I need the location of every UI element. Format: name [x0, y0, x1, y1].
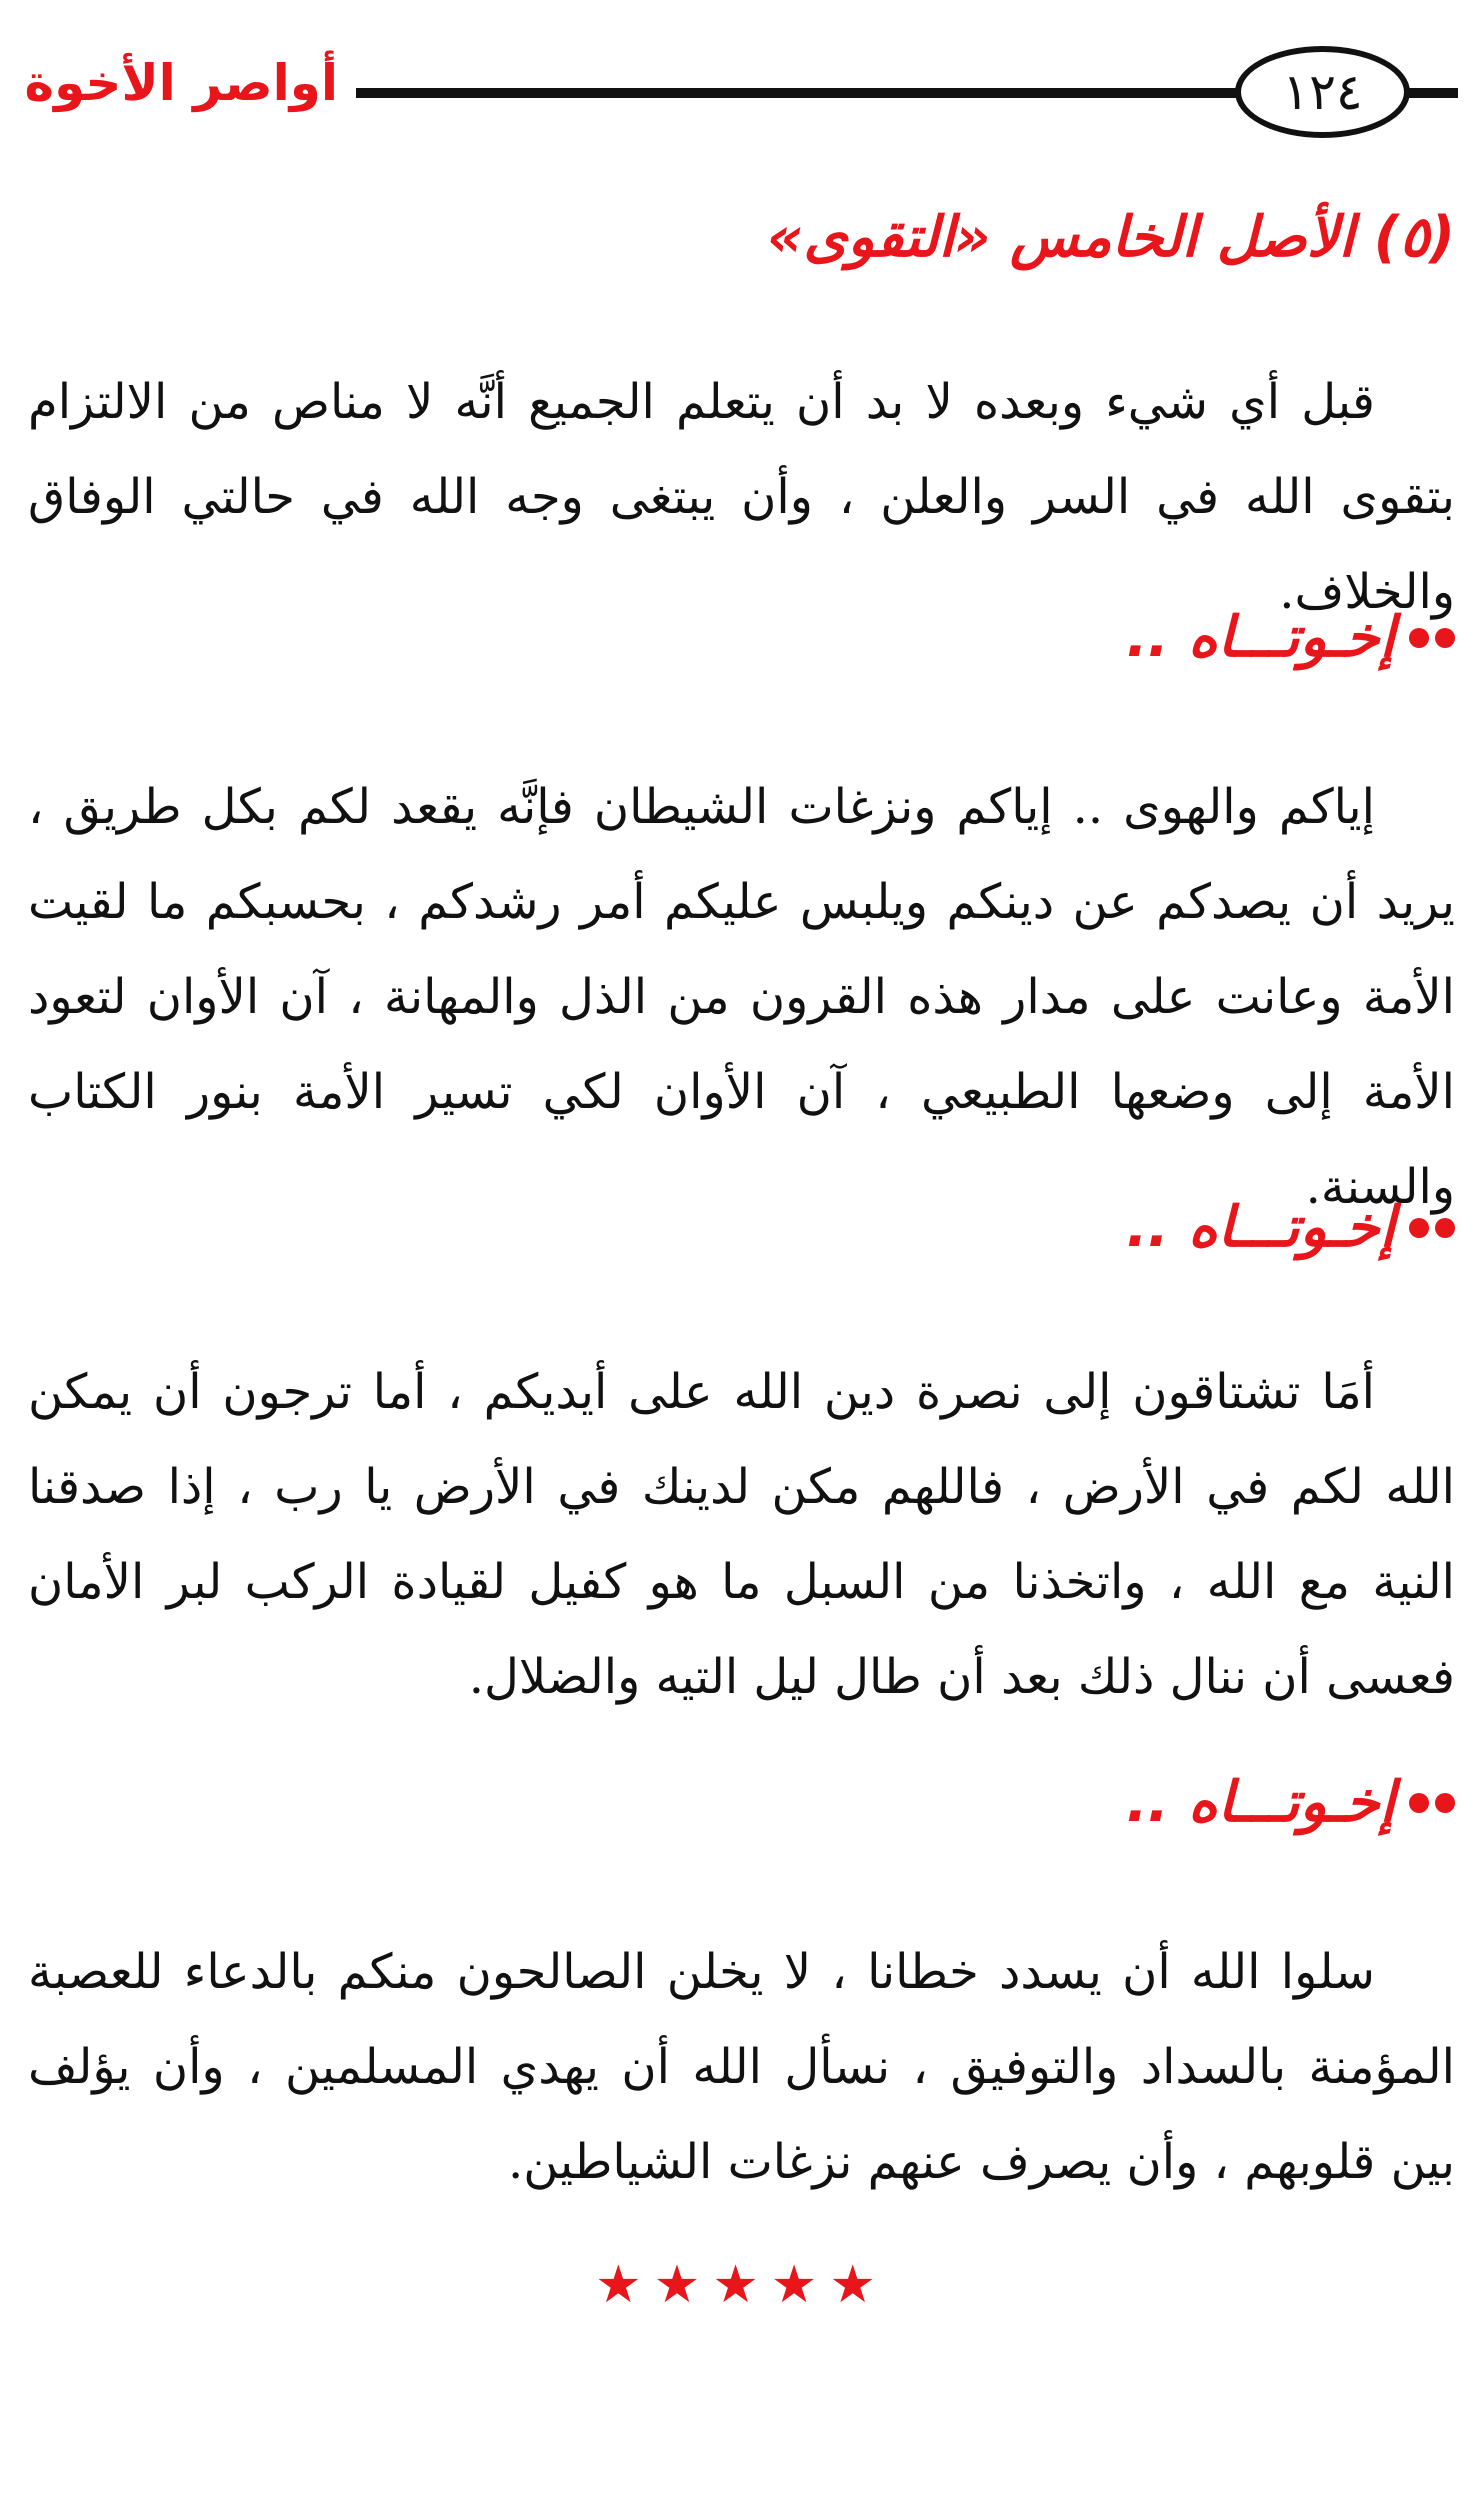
brothers-heading-text: إخـوتـــاه ..: [1126, 605, 1395, 670]
paragraph-2: إياكم والهوى .. إياكم ونزغات الشيطان فإنَّه يقعد لكم بكل طريق ، يريد أن يصدكم عن دينكم ويلبس عليكم أمر رشدكم ، بحسبكم ما لقيت الأمة وعانت على مدار هذه القرون من الذل والمهانة ، آن الأوان لتعود الأمة إلى وضعها الطبيعي ، آن الأوان لكي تسير الأمة بنور الكتاب والسنة.: [28, 779, 1455, 1215]
header-rule: [356, 88, 1260, 98]
brothers-heading-text: إخـوتـــاه ..: [1126, 1195, 1395, 1260]
brothers-heading-1: [1126, 605, 1455, 670]
paragraph-3: أمَا تشتاقون إلى نصرة دين الله على أيديكم ، أما ترجون أن يمكن الله لكم في الأرض ، فاللهم مكن لدينك في الأرض يا رب ، إذا صدقنا النية مع الله ، واتخذنا من السبل ما هو كفيل لقيادة الركب لبر الأمان فعسى أن ننال ذلك بعد أن طال ليل التيه والضلال.: [28, 1364, 1456, 1705]
decorative-stars-icon: ★★★★★: [594, 2255, 889, 2315]
brothers-heading-text: إخـوتـــاه ..: [1126, 1770, 1395, 1835]
bullet-dots-icon: [1409, 1793, 1455, 1813]
page-number: ١٢٤: [1282, 63, 1363, 121]
page-number-oval: [1235, 46, 1410, 138]
bullet-dots-icon: [1409, 628, 1455, 648]
brothers-heading-3: [1126, 1770, 1455, 1835]
brothers-heading-2: [1126, 1195, 1455, 1260]
paragraph-1: قبل أي شيء وبعده لا بد أن يتعلم الجميع أنَّه لا مناص من الالتزام بتقوى الله في السر والعلن ، وأن يبتغى وجه الله في حالتي الوفاق والخلاف.: [28, 374, 1455, 620]
running-header: [24, 40, 1458, 150]
bullet-dots-icon: [1409, 1218, 1455, 1238]
section-title: (٥) الأصل الخامس «التقوى»: [767, 205, 1455, 270]
paragraph-4: سلوا الله أن يسدد خطانا ، لا يخلن الصالحون منكم بالدعاء للعصبة المؤمنة بالسداد والتوفيق ، نسأل الله أن يهدي المسلمين ، وأن يؤلف بين قلوبهم ، وأن يصرف عنهم نزغات الشياطين.: [28, 1944, 1455, 2190]
running-title: أواصر الأخوة: [24, 54, 338, 112]
